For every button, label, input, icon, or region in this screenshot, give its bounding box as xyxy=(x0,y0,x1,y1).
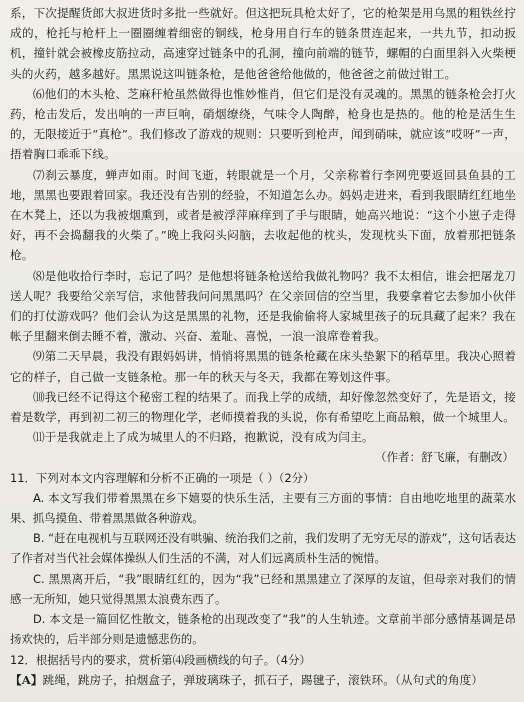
passage-paragraph-9: ⑼第二天早晨，我没有跟妈妈讲，悄悄将黑黑的链条枪藏在床头垫絮下的稻草里。我决心照着它的样子，自己做一支链条枪。那一年的秋天与冬天，我都在筹划这件事。 xyxy=(10,349,516,384)
passage-paragraph-6 xyxy=(10,84,516,165)
question-11-stem: 11．下列对本文内容理解和分析不正确的一项是（ ）（2分） xyxy=(10,470,315,485)
question-12-item-a xyxy=(10,670,516,690)
question-11-option-d: D. 本文是一篇回忆性散文，链条枪的出现改变了“我”的人生轨迹。文章前半部分感情基调是昂扬欢快的，后半部分则是遗憾悲伤的。 xyxy=(10,612,516,647)
passage-paragraph-8: ⑻是他收拾行李时，忘记了吗？是他想将链条枪送给我做礼物吗？我不太相信，谁会把屠龙刀送人呢？我要给父亲写信，求他替我问问黑黑吗？在父亲回信的空当里，我要拿着它去参加小伙伴们的打仗游戏吗？他们会认为这是黑黑的礼物，还是我偷偷将人家城里孩子的玩具藏了起来？我在帐子里翻来倒去睡不着，激动、兴奋、羞耻、喜悦，一浪一浪席卷着我。 xyxy=(10,268,516,344)
source-attribution: （作者：舒飞廉，有删改） xyxy=(374,450,514,465)
item-a-text: 跳绳，跳房子，拍烟盒子，弹玻璃珠子，抓石子，踢毽子，滚铁环。（从句式的角度） xyxy=(42,672,484,687)
question-11-option-a: A. 本文写我们带着黑黑在乡下嬉耍的快乐生活，主要有三方面的事情：自由地吃地里的蔬菜水果、抓鸟摸鱼、带着黑黑做各种游戏。 xyxy=(10,490,516,526)
paragraph-6-text: ⑹他们的木头枪、芝麻秆枪虽然做得也惟妙惟肖，但它们是没有灵魂的。黑黑的链条枪会打火药，枪击发后，发出响的一声巨响，硝烟缭绕，气味令人陶醉，枪身也是热的。他的枪是活生生的，无限接近于“真枪”。我们修改了游戏的规则： xyxy=(10,86,516,142)
question-11-option-b: B. “赶在电视机与互联网还没有哄骗、统治我们之前，我们发明了无穷无尽的游戏”，这句话表达了作者对当代社会媒体操纵人们生活的不满，对人们远离质朴生活的惋惜。 xyxy=(10,531,516,566)
question-12-stem: 12．根据括号内的要求，赏析第⑷段画横线的句子。（4分） xyxy=(10,652,311,667)
question-11-option-c: C. 黑黑离开后，“我”眼睛红红的，因为“我”已经和黑黑建立了深厚的友谊，但母亲对我们的情感一无所知，她只觉得黑黑太浪费东西了。 xyxy=(10,571,516,606)
passage-paragraph-10: ⑽我已经不记得这个秘密工程的结果了。而我上学的成绩，却好像忽然变好了，先是语文，接着是数学，再到初二初三的物理化学，老师摸着我的头说，你有希望吃上商品粮，做一个城里人。 xyxy=(10,389,516,425)
item-a-label: 【A】 xyxy=(10,672,43,687)
passage-paragraph-11: ⑾于是我就走上了成为城里人的不归路，抱歉说，没有成为闫主。 xyxy=(33,430,374,445)
paragraph-6-tail: 只要听到枪声，闻到硝味，就应该“哎呀”一声，捂着胸口乖乖下线。 xyxy=(10,127,516,162)
passage-paragraph-5-end: 系，下次提醒货郎大叔进货时多批一些就好。但这把玩具枪太好了，它的枪架是用乌黑的粗铁丝拧成的，枪托与枪杆上一圈圈缠着细密的铜线，枪身用自行车的链条贯连起来，一共九节，扣动扳机，撞针就会被橡皮筋拉动，高速穿过链条中的孔洞，撞向前端的链节，螺帽的白面里斜入火柴梗头的火药，越多越好。黑黑说这叫链条枪，是他爸爸给他做的，他爸爸之前做过钳工。 xyxy=(10,6,516,81)
passage-paragraph-7: ⑺刹云暴度，蝉声如雨。时间飞逝，转眼就是一个月，父亲称着行李网兜要返回县鱼县的工地，黑黑也要跟着回家。我还没有告别的经验，不知道怎么办。妈妈走进来，看到我眼睛红红地坐在木凳上，还以为我被烟熏到，或者是被浮萍麻痒到了手与眼睛，她高兴地说：“这个小崽子走得好，再不会捣翻我的火柴了。”晚上我闷头闷脑，去收起他的枕头，发现枕头下面，放着那把链条枪。 xyxy=(10,167,516,263)
